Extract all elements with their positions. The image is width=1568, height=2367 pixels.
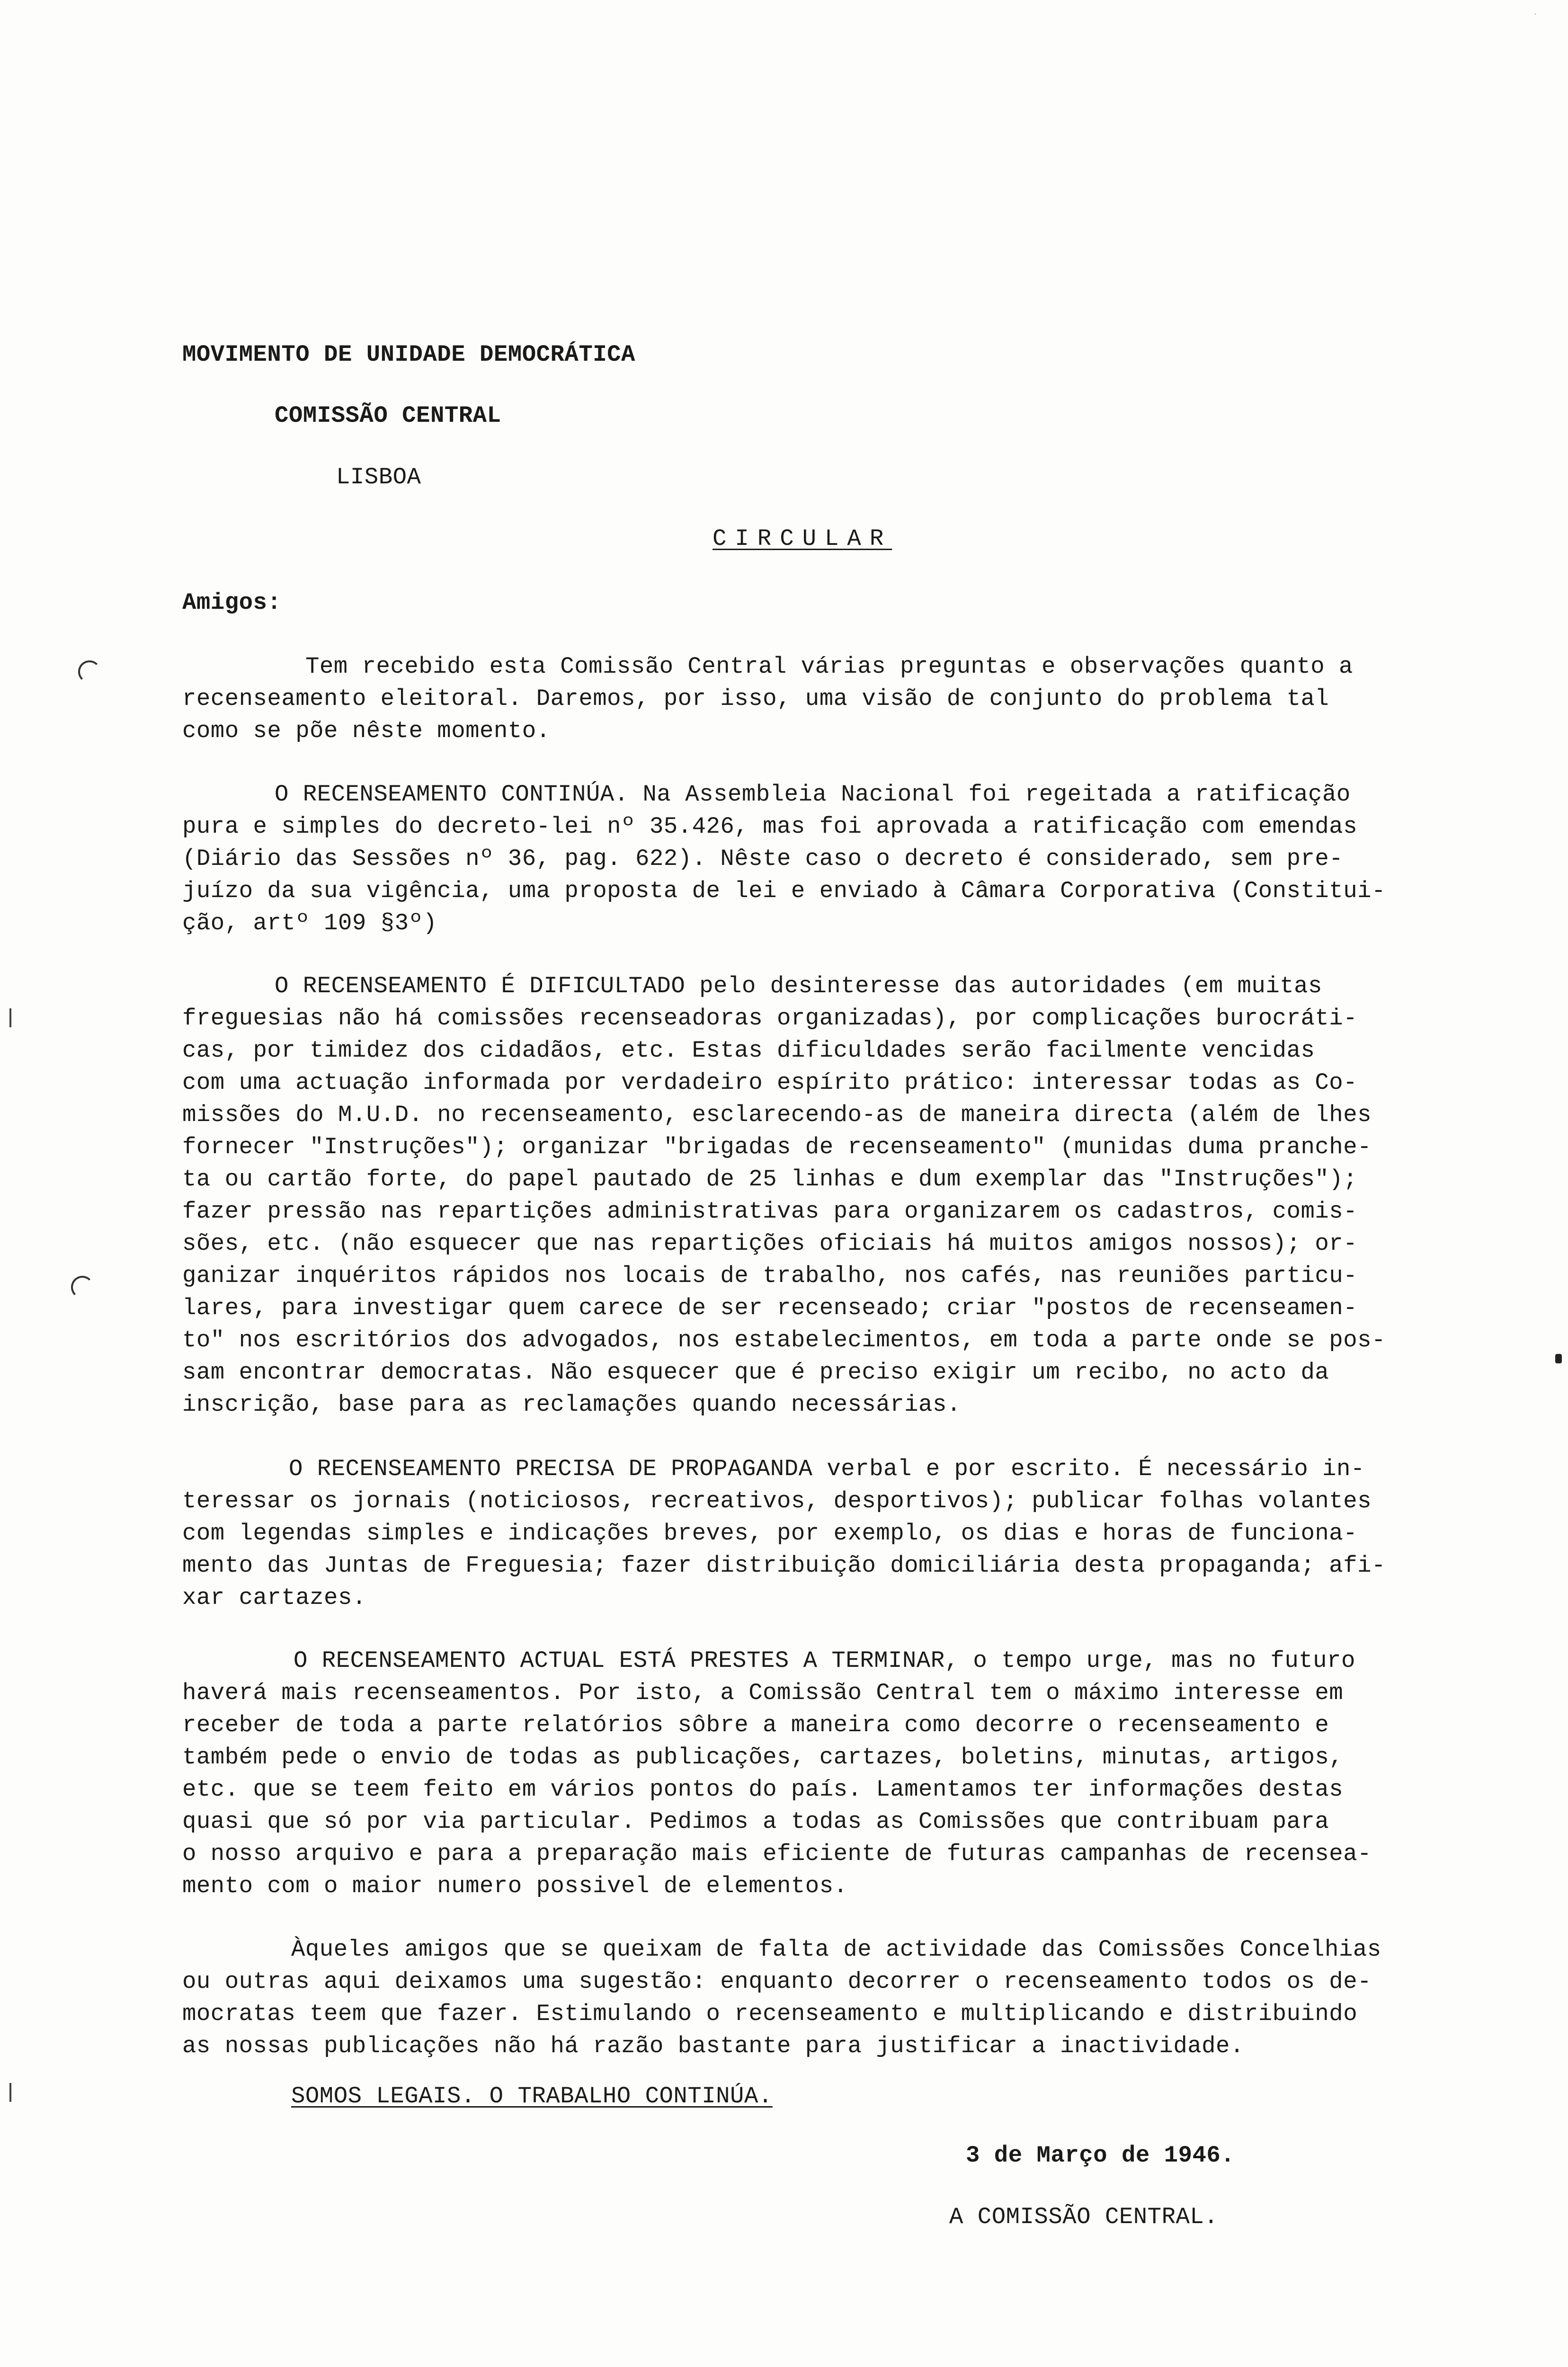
paragraph-line: inscrição, base para as reclamações quando necessárias. <box>182 1391 961 1418</box>
paragraph-line: as nossas publicações não há razão bastante para justificar a inactividade. <box>182 2033 1244 2059</box>
paragraph-line: mento com o maior numero possivel de elementos. <box>182 1873 848 1899</box>
organization-name: MOVIMENTO DE UNIDADE DEMOCRÁTICA <box>182 341 635 368</box>
paragraph-line: lares, para investigar quem carece de ser recenseado; criar "postos de recenseamen- <box>182 1295 1358 1321</box>
paragraph-line: com legendas simples e indicações breves, por exemplo, os dias e horas de funciona- <box>182 1520 1358 1547</box>
paragraph-line: com uma actuação informada por verdadeiro espírito prático: interessar todas as Co- <box>182 1069 1358 1096</box>
paragraph-line: mocratas teem que fazer. Estimulando o recenseamento e multiplicando e distribuindo <box>182 2001 1358 2027</box>
margin-speck-icon <box>9 1008 11 1027</box>
closing-slogan: SOMOS LEGAIS. O TRABALHO CONTINÚA. <box>291 2083 773 2109</box>
paragraph-line: também pede o envio de todas as publicações, cartazes, boletins, minutas, artigos, <box>182 1744 1344 1771</box>
city-name: LISBOA <box>336 464 421 490</box>
paragraph-line: freguesias não há comissões recenseadoras organizadas), por complicações burocráti- <box>182 1005 1358 1032</box>
paragraph-line: mento das Juntas de Freguesia; fazer distribuição domiciliária desta propaganda; afi- <box>182 1552 1386 1579</box>
paragraph-line: etc. que se teem feito em vários pontos do país. Lamentamos ter informações destas <box>182 1776 1344 1803</box>
paragraph-line: haverá mais recenseamentos. Por isto, a Comissão Central tem o máximo interesse em <box>182 1680 1344 1706</box>
document-date: 3 de Março de 1946. <box>966 2142 1235 2169</box>
paragraph-line: xar cartazes. <box>182 1584 366 1611</box>
page-corner-mark: . <box>1534 6 1537 17</box>
paragraph-line: sões, etc. (não esquecer que nas repartições oficiais há muitos amigos nossos); or- <box>182 1230 1358 1257</box>
paragraph-line: como se põe nêste momento. <box>182 718 551 744</box>
paragraph-line: cas, por timidez dos cidadãos, etc. Estas dificuldades serão facilmente vencidas <box>182 1037 1315 1064</box>
margin-speck-icon <box>9 2083 11 2102</box>
paragraph-line: fornecer "Instruções"); organizar "brigadas de recenseamento" (munidas duma pranche- <box>182 1134 1372 1160</box>
paragraph-line: O RECENSEAMENTO CONTINÚA. Na Assembleia Nacional foi regeitada a ratificação <box>275 781 1351 808</box>
paragraph-line: Àqueles amigos que se queixam de falta de actividade das Comissões Concelhias <box>291 1936 1381 1963</box>
paragraph-line: ganizar inquéritos rápidos nos locais de trabalho, nos cafés, nas reuniões particu- <box>182 1263 1358 1289</box>
paragraph-line: ta ou cartão forte, do papel pautado de 25 linhas e dum exemplar das "Instruções"); <box>182 1166 1358 1192</box>
margin-hole-mark-icon <box>78 660 101 683</box>
paragraph-line: missões do M.U.D. no recenseamento, esclarecendo-as de maneira directa (além de lhes <box>182 1102 1372 1128</box>
paragraph-line: O RECENSEAMENTO PRECISA DE PROPAGANDA verbal e por escrito. É necessário in- <box>289 1456 1365 1482</box>
paragraph-line: Tem recebido esta Comissão Central várias preguntas e observações quanto a <box>305 653 1353 680</box>
paragraph-line: recenseamento eleitoral. Daremos, por isso, uma visão de conjunto do problema tal <box>182 685 1329 712</box>
margin-speck-icon <box>1555 1354 1562 1363</box>
paragraph-line: ou outras aqui deixamos uma sugestão: enquanto decorrer o recenseamento todos os de- <box>182 1968 1372 1995</box>
commission-name: COMISSÃO CENTRAL <box>275 402 501 429</box>
paragraph-line: sam encontrar democratas. Não esquecer que é preciso exigir um recibo, no acto da <box>182 1359 1329 1386</box>
paragraph-line: O RECENSEAMENTO ACTUAL ESTÁ PRESTES A TERMINAR, o tempo urge, mas no futuro <box>294 1647 1355 1674</box>
paragraph-line: o nosso arquivo e para a preparação mais eficiente de futuras campanhas de recensea- <box>182 1841 1372 1867</box>
paragraph-line: O RECENSEAMENTO É DIFICULTADO pelo desinteresse das autoridades (em muitas <box>275 973 1322 999</box>
salutation: Amigos: <box>182 589 282 616</box>
paragraph-line: quasi que só por via particular. Pedimos a todas as Comissões que contribuam para <box>182 1808 1329 1835</box>
paragraph-line: receber de toda a parte relatórios sôbre a maneira como decorre o recenseamento e <box>182 1712 1329 1738</box>
paragraph-line: (Diário das Sessões nº 36, pag. 622). Nêste caso o decreto é considerado, sem pre- <box>182 845 1344 872</box>
paragraph-line: ção, artº 109 §3º) <box>182 910 437 936</box>
paragraph-line: teressar os jornais (noticiosos, recreativos, desportivos); publicar folhas volantes <box>182 1488 1372 1514</box>
margin-hole-mark-icon <box>71 1276 94 1299</box>
paragraph-line: pura e simples do decreto-lei nº 35.426, mas foi aprovada a ratificação com emendas <box>182 813 1358 840</box>
paragraph-line: to" nos escritórios dos advogados, nos estabelecimentos, em toda a parte onde se pos- <box>182 1327 1386 1353</box>
paragraph-line: juízo da sua vigência, uma proposta de lei e enviado à Câmara Corporativa (Constitui- <box>182 878 1386 904</box>
document-title: CIRCULAR <box>713 525 892 552</box>
signature: A COMISSÃO CENTRAL. <box>949 2204 1219 2230</box>
paragraph-line: fazer pressão nas repartições administrativas para organizarem os cadastros, comis- <box>182 1198 1358 1225</box>
